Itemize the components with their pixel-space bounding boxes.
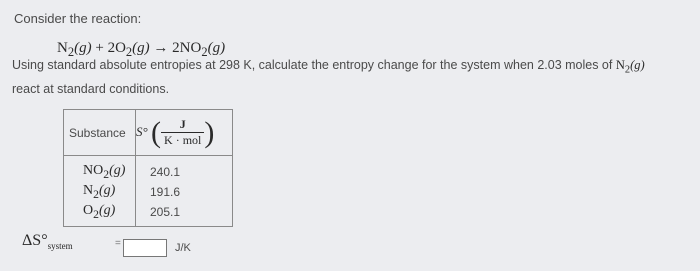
question-species: $N_2(g)$ xyxy=(615,58,645,76)
intro-text: Consider the reaction: xyxy=(14,11,142,26)
species-label: $NO_2(g)$ xyxy=(83,163,126,181)
reaction-arrow: → xyxy=(153,40,169,56)
reactant-o2: $2O_2(g)$ xyxy=(107,40,150,59)
product-no2: $2NO_2(g)$ xyxy=(172,40,226,59)
delta-s-label: $\Delta S^\circ_{system}$ xyxy=(22,232,73,252)
plus-sign: + xyxy=(95,40,104,56)
species-label: $O_2(g)$ xyxy=(83,203,116,221)
entropy-value: 205.1 xyxy=(150,205,181,219)
table-row xyxy=(64,202,233,227)
substance-header: Substance xyxy=(64,110,136,156)
species-label: $N_2(g)$ xyxy=(83,183,116,201)
reactant-n2: $N_2(g)$ xyxy=(57,40,92,59)
answer-unit: J/K xyxy=(175,242,191,254)
table-row xyxy=(64,156,233,183)
entropy-value: 191.6 xyxy=(150,185,181,199)
entropy-table xyxy=(63,109,233,227)
equals-sign: = xyxy=(115,238,121,249)
question-text: Using standard absolute entropies at 298 K, calculate the entropy change for the system when 2.03 moles of $N_2(g)$ react at standard conditions. xyxy=(12,58,645,96)
table-row xyxy=(64,182,233,202)
entropy-header: S° ( $\frac{J}{\text{K · mol}}$ ) xyxy=(136,110,233,156)
entropy-value: 240.1 xyxy=(150,165,181,179)
table-header-row xyxy=(64,110,233,156)
answer-input[interactable] xyxy=(123,239,167,257)
